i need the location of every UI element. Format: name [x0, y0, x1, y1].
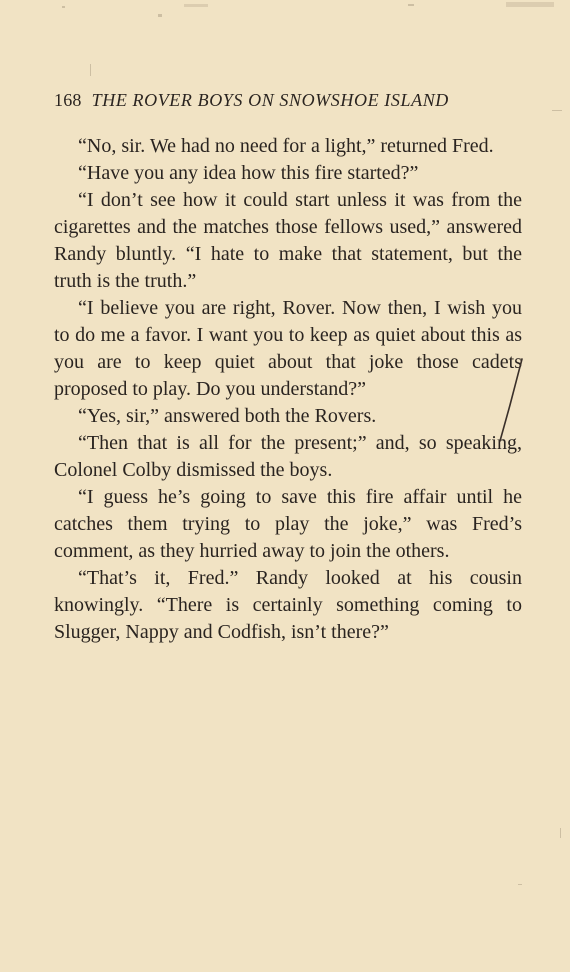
paragraph: “Have you any idea how this fire started?” — [78, 162, 419, 184]
paragraph: “Yes, sir,” answered both the Rovers. — [78, 405, 377, 427]
page-number: 168 — [54, 90, 82, 110]
paragraph: “No, sir. We had no need for a light,” returned Fred. — [78, 135, 494, 157]
body-text — [54, 133, 522, 646]
paper-speck — [408, 4, 414, 6]
paper-speck — [90, 64, 91, 76]
paper-speck — [560, 828, 561, 838]
paragraph: “That’s it, Fred.” Randy looked at his cousin knowingly. “There is certainly something coming to Slugger, Nappy and Codfish, isn’t there?” — [54, 567, 522, 643]
paper-speck — [518, 884, 522, 885]
running-title: THE ROVER BOYS ON SNOWSHOE ISLAND — [91, 90, 449, 110]
paper-speck — [552, 110, 562, 111]
paragraph: “I don’t see how it could start unless it was from the cigarettes and the matches those fellows used,” answered Randy bluntly. “I hate to make that statement, but the truth is the truth.” — [54, 189, 522, 292]
paper-speck — [184, 4, 208, 7]
paragraph: “Then that is all for the present;” and, so speaking, Colonel Colby dismissed the boys. — [54, 432, 522, 481]
paper-speck — [158, 14, 162, 17]
paper-speck — [62, 6, 65, 8]
paper-speck — [506, 2, 554, 7]
running-header — [54, 90, 524, 111]
paragraph: “I believe you are right, Rover. Now then, I wish you to do me a favor. I want you to keep as quiet about this as you are to keep quiet about that joke those cadets proposed to play. Do you understand?” — [54, 297, 522, 400]
paragraph: “I guess he’s going to save this fire affair until he catches them trying to play the joke,” was Fred’s comment, as they hurried away to join the others. — [54, 486, 522, 562]
